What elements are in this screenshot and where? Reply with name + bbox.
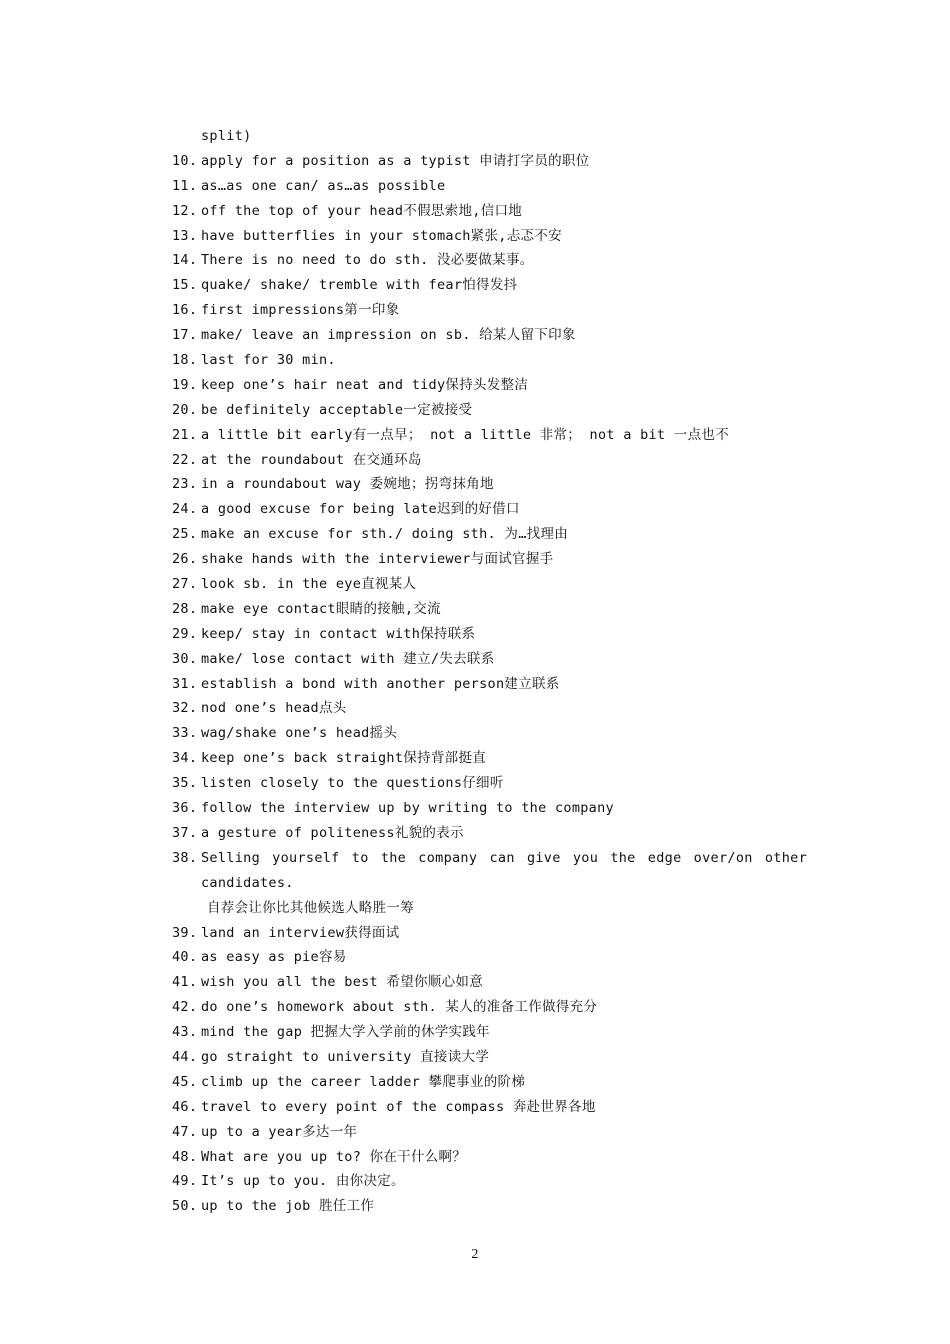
list-item xyxy=(172,771,812,796)
item-text: make eye contact眼睛的接触,交流 xyxy=(201,600,441,617)
list-item xyxy=(172,1169,812,1194)
item-text: have butterflies in your stomach紧张,忐忑不安 xyxy=(201,227,562,244)
item-number: 45. xyxy=(172,1073,198,1090)
item-text: as easy as pie容易 xyxy=(201,949,347,966)
item-number: 41. xyxy=(172,974,198,991)
item-text: listen closely to the questions仔细听 xyxy=(201,775,504,792)
item-number: 47. xyxy=(172,1123,198,1140)
list-item xyxy=(172,1095,812,1120)
list-item xyxy=(172,1020,812,1045)
item-text: quake/ shake/ tremble with fear怕得发抖 xyxy=(201,277,518,294)
list-item xyxy=(172,746,812,771)
item-text: apply for a position as a typist 申请打字员的职位 xyxy=(201,152,590,169)
list-item xyxy=(172,298,812,323)
item-number: 16. xyxy=(172,302,198,319)
item-number: 38. xyxy=(172,849,198,866)
item-text: look sb. in the eye直视某人 xyxy=(201,576,417,593)
item-text: mind the gap 把握大学入学前的休学实践年 xyxy=(201,1024,490,1041)
item-number: 40. xyxy=(172,949,198,966)
list-item xyxy=(172,1070,812,1095)
item-text: wag/shake one’s head摇头 xyxy=(201,725,398,742)
item-number: 24. xyxy=(172,501,198,518)
item-text: make/ lose contact with 建立/失去联系 xyxy=(201,650,495,667)
item-text: a gesture of politeness礼貌的表示 xyxy=(201,824,464,841)
list-item xyxy=(172,572,812,597)
item-number: 32. xyxy=(172,700,198,717)
list-item xyxy=(172,970,812,995)
item-text: follow the interview up by writing to the company xyxy=(201,800,614,817)
list-item xyxy=(172,373,812,398)
list-item xyxy=(172,672,812,697)
item-text: make an excuse for sth./ doing sth. 为…找理由 xyxy=(201,526,569,543)
item-text: keep one’s back straight保持背部挺直 xyxy=(201,750,487,767)
list-item xyxy=(172,1145,812,1170)
item-number: 33. xyxy=(172,725,198,742)
list-item xyxy=(172,423,812,448)
item-continuation: candidates. xyxy=(201,874,294,891)
item-number: 22. xyxy=(172,451,198,468)
item-number: 19. xyxy=(172,376,198,393)
list-item xyxy=(172,921,812,946)
list-item xyxy=(172,821,812,846)
item-number: 14. xyxy=(172,252,198,269)
list-item xyxy=(172,696,812,721)
item-number: 42. xyxy=(172,999,198,1016)
item-text: as…as one can/ as…as possible xyxy=(201,177,446,194)
list-item xyxy=(172,597,812,622)
item-number: 13. xyxy=(172,227,198,244)
item-text: be definitely acceptable一定被接受 xyxy=(201,401,473,418)
item-text: nod one’s head点头 xyxy=(201,700,347,717)
list-item xyxy=(172,547,812,572)
item-number: 10. xyxy=(172,152,198,169)
item-text: establish a bond with another person建立联系 xyxy=(201,675,560,692)
item-number: 43. xyxy=(172,1024,198,1041)
item-text: a good excuse for being late迟到的好借口 xyxy=(201,501,520,518)
item-number: 12. xyxy=(172,202,198,219)
item-number: 50. xyxy=(172,1198,198,1215)
item-number: 36. xyxy=(172,800,198,817)
item-text: in a roundabout way 委婉地；拐弯抹角地 xyxy=(201,476,494,493)
item-text: wish you all the best 希望你顺心如意 xyxy=(201,974,484,991)
item-number: 49. xyxy=(172,1173,198,1190)
list-item xyxy=(172,1194,812,1219)
list-item xyxy=(172,174,812,199)
item-translation: 自荐会让你比其他候选人略胜一筹 xyxy=(207,899,414,916)
list-item xyxy=(172,1120,812,1145)
list-item xyxy=(172,323,812,348)
item-text: up to a year多达一年 xyxy=(201,1123,358,1140)
item-number: 23. xyxy=(172,476,198,493)
list-item xyxy=(172,622,812,647)
list-item xyxy=(172,273,812,298)
item-number: 17. xyxy=(172,327,198,344)
item-text: up to the job 胜任工作 xyxy=(201,1198,375,1215)
continuation-line xyxy=(172,124,812,149)
item-number: 27. xyxy=(172,576,198,593)
item-text: What are you up to? 你在干什么啊？ xyxy=(201,1148,467,1165)
item-number: 48. xyxy=(172,1148,198,1165)
item-text: keep/ stay in contact with保持联系 xyxy=(201,625,476,642)
item-number: 37. xyxy=(172,824,198,841)
list-item xyxy=(172,647,812,672)
list-item xyxy=(172,1045,812,1070)
item-number: 18. xyxy=(172,352,198,369)
item-number: 15. xyxy=(172,277,198,294)
item-text: travel to every point of the compass 奔赴世界各地 xyxy=(201,1098,596,1115)
item-number: 29. xyxy=(172,625,198,642)
item-text: off the top of your head不假思索地,信口地 xyxy=(201,202,523,219)
item-number: 30. xyxy=(172,650,198,667)
continuation-text: split) xyxy=(201,128,252,144)
list-item xyxy=(172,472,812,497)
item-text: do one’s homework about sth. 某人的准备工作做得充分 xyxy=(201,999,598,1016)
page-number: 2 xyxy=(471,1247,479,1262)
item-text: a little bit early有一点早； not a little 非常； not a bit 一点也不 xyxy=(201,426,729,443)
item-number: 28. xyxy=(172,600,198,617)
item-text: shake hands with the interviewer与面试官握手 xyxy=(201,551,554,568)
list-item xyxy=(172,398,812,423)
list-item xyxy=(172,248,812,273)
list-item xyxy=(172,522,812,547)
list-item xyxy=(172,149,812,174)
item-number: 26. xyxy=(172,551,198,568)
item-number: 34. xyxy=(172,750,198,767)
item-number: 46. xyxy=(172,1098,198,1115)
list-item xyxy=(172,448,812,473)
list-item xyxy=(172,721,812,746)
list-item xyxy=(172,796,812,821)
item-text: keep one’s hair neat and tidy保持头发整洁 xyxy=(201,376,529,393)
list-item xyxy=(172,348,812,373)
item-text: There is no need to do sth. 没必要做某事。 xyxy=(201,252,534,269)
item-text: land an interview获得面试 xyxy=(201,924,400,941)
item-text: make/ leave an impression on sb. 给某人留下印象 xyxy=(201,327,576,344)
list-item xyxy=(172,497,812,522)
item-number: 11. xyxy=(172,177,198,194)
item-number: 31. xyxy=(172,675,198,692)
item-text: at the roundabout 在交通环岛 xyxy=(201,451,422,468)
item-number: 25. xyxy=(172,526,198,543)
item-number: 20. xyxy=(172,401,198,418)
list-item xyxy=(172,199,812,224)
item-number: 21. xyxy=(172,426,198,443)
phrase-list xyxy=(172,124,812,1219)
item-text: Selling yourself to the company can give you the edge over/on other xyxy=(201,849,807,866)
item-number: 44. xyxy=(172,1048,198,1065)
list-item xyxy=(172,945,812,970)
list-item xyxy=(172,995,812,1020)
item-number: 39. xyxy=(172,924,198,941)
item-text: climb up the career ladder 攀爬事业的阶梯 xyxy=(201,1073,526,1090)
list-item xyxy=(172,846,812,871)
item-text: last for 30 min. xyxy=(201,352,336,369)
item-text: first impressions第一印象 xyxy=(201,302,400,319)
item-text: It’s up to you. 由你决定。 xyxy=(201,1173,405,1190)
item-number: 35. xyxy=(172,775,198,792)
list-item xyxy=(172,224,812,249)
item-text: go straight to university 直接读大学 xyxy=(201,1048,490,1065)
